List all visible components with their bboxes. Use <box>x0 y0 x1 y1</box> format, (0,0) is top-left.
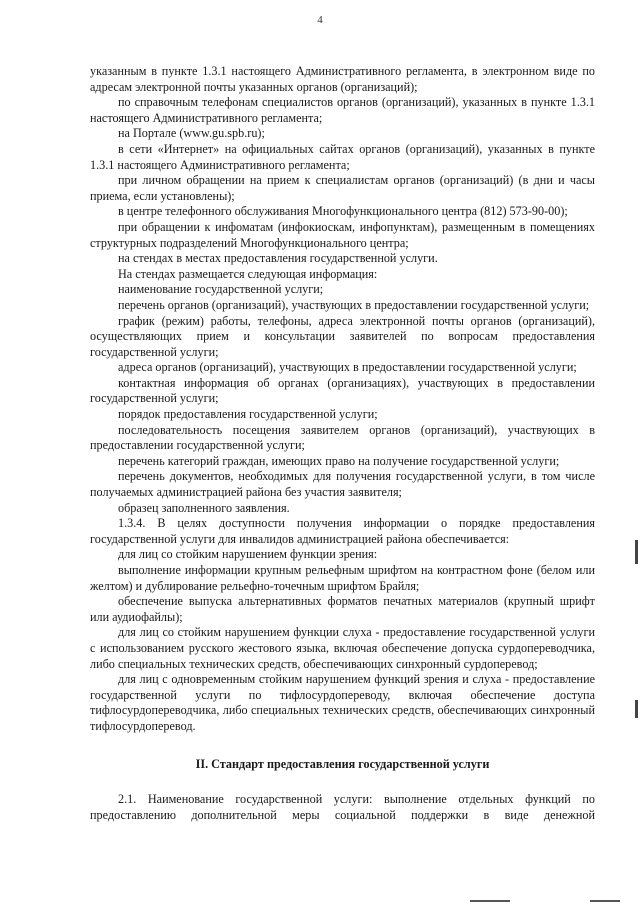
paragraph: график (режим) работы, телефоны, адреса электронной почты органов (организаций), осуществляющих прием и консультации заявителей по вопросам предоставления государственной услуги; <box>90 313 595 359</box>
paragraph: на Портале (www.gu.spb.ru); <box>118 126 265 141</box>
paragraph: перечень категорий граждан, имеющих право на получение государственной услуги; <box>118 453 560 468</box>
paragraph: в центре телефонного обслуживания Многофункционального центра (812) 573-90-00); <box>118 204 568 219</box>
paragraph: образец заполненного заявления. <box>118 500 290 515</box>
paragraph: 1.3.4. В целях доступности получения информации о порядке предоставления государственной услуги для инвалидов администрацией района обеспечивается: <box>90 516 595 546</box>
paragraph: по справочным телефонам специалистов органов (организаций), указанных в пункте 1.3.1 настоящего Административного регламента; <box>90 95 595 125</box>
scan-artifact <box>470 900 510 902</box>
paragraph: обеспечение выпуска альтернативных форматов печатных материалов (крупный шрифт или аудиофайлы); <box>90 594 595 624</box>
paragraph: наименование государственной услуги; <box>118 282 324 297</box>
paragraph: адреса органов (организаций), участвующих в предоставлении государственной услуги; <box>118 360 577 375</box>
paragraph: выполнение информации крупным рельефным шрифтом на контрастном фоне (белом или желтом) и дублирование рельефно-точечным шрифтом Брайля; <box>90 563 595 593</box>
paragraph: перечень органов (организаций), участвующих в предоставлении государственной услуги; <box>118 297 590 312</box>
paragraph: 2.1. Наименование государственной услуги: выполнение отдельных функций по предоставлению дополнительной меры социальной поддержки в виде денежной <box>90 792 595 822</box>
document-body <box>90 64 595 823</box>
paragraph: при обращении к инфоматам (инфокиоскам, инфопунктам), размещенным в помещениях структурных подразделений Многофункционального центра; <box>90 219 595 250</box>
paragraph: порядок предоставления государственной услуги; <box>118 407 378 422</box>
paragraph: перечень документов, необходимых для получения государственной услуги, в том числе получаемых администрацией района без участия заявителя; <box>90 469 595 500</box>
scan-artifact <box>590 900 620 902</box>
paragraph: указанным в пункте 1.3.1 настоящего Административного регламента, в электронном виде по адресам электронной почты указанных органов (организаций); <box>90 64 595 94</box>
paragraph: для лиц с одновременным стойким нарушением функций зрения и слуха - предоставление государственной услуги по тифлосурдопереводу, включая обеспечение доступа тифлосурдопереводчика, либо специальных технических средств, обеспечивающих синхронный тифлосурдоперевод. <box>90 672 595 733</box>
scan-artifact <box>635 540 638 564</box>
paragraph: контактная информация об органах (организациях), участвующих в предоставлении государственной услуги; <box>90 375 595 406</box>
paragraph: На стендах размещается следующая информация: <box>118 266 378 281</box>
paragraph: при личном обращении на прием к специалистам органов (организаций) (в дни и часы приема, если установлены); <box>90 173 595 203</box>
paragraph: для лиц со стойким нарушением функции слуха - предоставление государственной услуги с использованием русского жестового языка, включая обеспечение допуска сурдопереводчика, либо специальных технических средств, обеспечивающих синхронный сурдоперевод; <box>90 625 595 671</box>
page-number: 4 <box>317 14 323 26</box>
paragraph: на стендах в местах предоставления государственной услуги. <box>118 251 438 266</box>
section-heading: II. Стандарт предоставления государственной услуги <box>195 756 490 771</box>
paragraph: последовательность посещения заявителем органов (организаций), участвующих в предоставлении государственной услуги; <box>90 422 595 453</box>
paragraph: для лиц со стойким нарушением функции зрения: <box>118 547 378 562</box>
paragraph: в сети «Интернет» на официальных сайтах органов (организаций), указанных в пункте 1.3.1 настоящего Административного регламента; <box>90 141 595 172</box>
scan-artifact <box>635 700 638 718</box>
